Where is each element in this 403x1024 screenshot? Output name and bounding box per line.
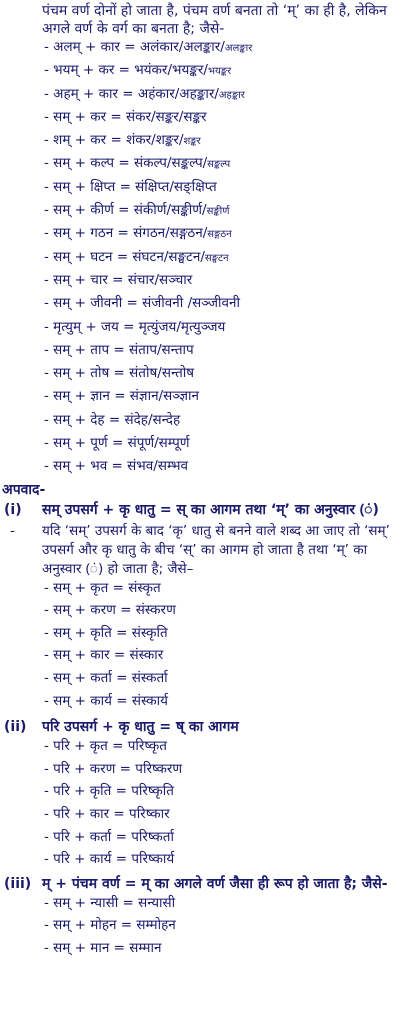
exception-heading: अपवाद- <box>2 481 46 498</box>
list-item: - सम् + कल्प = संकल्प/सङ्कल्प/सङ्कल्प <box>44 155 231 172</box>
list-item: - शम् + कर = शंकर/शङ्कर/शङ्कर <box>44 132 201 149</box>
list-item: - सम् + गठन = संगठन/सङ्गठन/सङ्गठन <box>44 225 232 242</box>
list-item: - सम् + क्षिप्त = संक्षिप्त/सङ्क्षिप्त <box>44 178 217 195</box>
list-item: - सम् + न्यासी = सन्यासी <box>44 894 176 911</box>
list-item: - मृत्युम् + जय = मृत्युंजय/मृत्युञ्जय <box>44 318 226 335</box>
list-item: - अलम् + कार = अलंकार/अलङ्कार/अलङ्कार <box>44 39 253 55</box>
list-item: - सम् + कृति = संस्कृति <box>44 624 168 641</box>
example-list-pari-kri <box>44 737 403 873</box>
bullet-dash: - <box>10 522 15 539</box>
list-item: - भयम् + कर = भयंकर/भयङ्कर/भयङ्कर <box>44 62 232 79</box>
list-item: - सम् + भव = संभव/सम्भव <box>44 458 188 475</box>
list-item: - परि + करण = परिष्करण <box>44 760 183 777</box>
list-item: - परि + कृति = परिष्कृति <box>44 783 174 800</box>
list-item: - सम् + ज्ञान = संज्ञान/सञ्ज्ञान <box>44 388 200 405</box>
list-item: - सम् + पूर्ण = संपूर्ण/सम्पूर्ण <box>44 435 190 452</box>
document-page <box>0 2 403 962</box>
rule-iii <box>0 875 403 894</box>
list-item: - परि + कृत = परिष्कृत <box>44 738 167 755</box>
list-item: - सम् + घटन = संघटन/सङ्घटन/सङ्घटन <box>44 248 229 265</box>
rule-number: (i) <box>4 501 22 518</box>
list-item: - सम् + मोहन = सम्मोहन <box>44 917 176 934</box>
list-item: - परि + कर्ता = परिष्कर्ता <box>44 828 174 845</box>
list-item: - अहम् + कार = अहंकार/अहङ्कार/अहङ्कार <box>44 85 245 102</box>
list-item: - परि + कार = परिष्कार <box>44 805 170 822</box>
list-item: - सम् + कार = संस्कार <box>44 647 164 664</box>
rule-text: सम् उपसर्ग + कृ धातु = स् का आगम तथा ‘म्’ का अनुस्वार (ं) <box>42 501 379 518</box>
list-item: - सम् + करण = संस्करण <box>44 602 176 619</box>
list-item: - सम् + ताप = संताप/सन्ताप <box>44 341 194 358</box>
rule-i <box>0 501 403 520</box>
list-item: - सम् + मान = सम्मान <box>44 939 162 956</box>
list-item: - परि + कार्य = परिष्कार्य <box>44 851 175 868</box>
list-item: - सम् + कीर्ण = संकीर्ण/सङ्कीर्ण/सङ्कीर्ण <box>44 202 230 219</box>
list-item: - सम् + कर्ता = संस्कर्ता <box>44 670 168 687</box>
list-item: - सम् + कार्य = संस्कार्य <box>44 692 168 709</box>
list-item: - सम् + चार = संचार/सञ्चार <box>44 271 193 288</box>
rule-i-explanation <box>0 522 403 579</box>
list-item: - सम् + जीवनी = संजीवनी /सञ्जीवनी <box>44 295 241 312</box>
list-item: - सम् + तोष = संतोष/सन्तोष <box>44 365 195 382</box>
list-item: - सम् + कृत = संस्कृत <box>44 579 161 596</box>
rule-number: (iii) <box>4 875 32 892</box>
rule-ii <box>0 718 403 737</box>
rule-text: म् + पंचम वर्ण = म् का अगले वर्ण जैसा ही रूप हो जाता है; जैसे- <box>42 875 388 892</box>
example-list-sandhi <box>44 38 403 481</box>
explanation-text: यदि ‘सम्’ उपसर्ग के बाद ‘कृ’ धातु से बनने वाले शब्द आ जाए तो ‘सम्’ उपसर्ग और कृ धातु के बीच ‘स्’ का आगम हो जाता है तथा ‘म्’ का अनुस्वार (ं) हो जाता है; जैसे– <box>42 522 390 577</box>
rule-number: (ii) <box>4 719 27 736</box>
rule-text: परि उपसर्ग + कृ धातु = ष् का आगम <box>42 719 239 736</box>
example-list-pancham <box>44 894 403 962</box>
list-item: - सम् + कर = संकर/सङ्कर/सङ्कर <box>44 108 207 125</box>
example-list-sam-kri <box>44 579 403 715</box>
intro-paragraph: पंचम वर्ण दोनों हो जाता है, पंचम वर्ण बनता तो ‘म्’ का ही है, लेकिन अगले वर्ण के वर्ग का बनता है; जैसे- <box>42 3 387 37</box>
list-item: - सम् + देह = संदेह/सन्देह <box>44 411 181 428</box>
